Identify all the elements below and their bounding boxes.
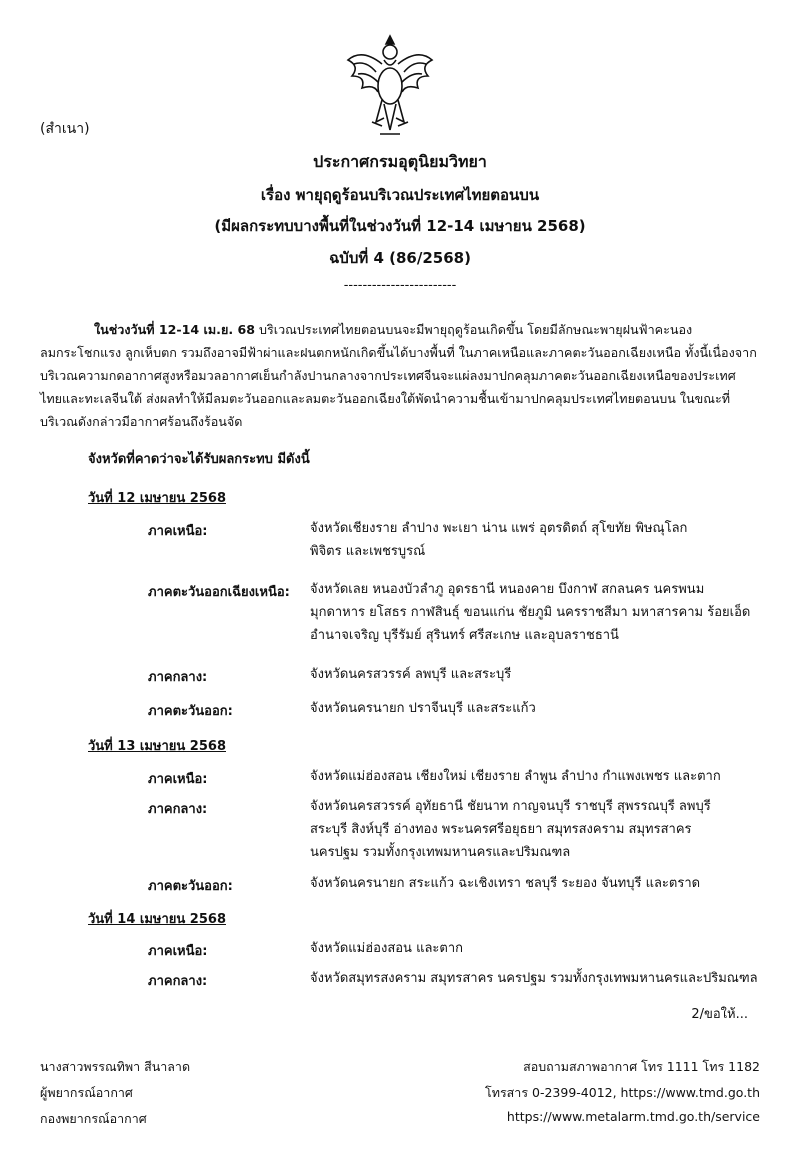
document-subject: เรื่อง พายุฤดูร้อนบริเวณประเทศไทยตอนบน xyxy=(260,186,540,204)
region-name: ภาคกลาง: xyxy=(148,670,208,685)
province-list: จังหวัดนครนายก ปราจีนบุรี และสระแก้ว xyxy=(310,701,536,716)
intro-line: ไทยและทะเลจีนใต้ ส่งผลทำให้มีลมตะวันออกและลมตะวันออกเฉียงใต้พัดนำความชื้นเข้ามาปกคลุมประเทศไทยตอนบน ในขณะที่ xyxy=(40,391,731,406)
region-name: ภาคเหนือ: xyxy=(148,944,208,959)
province-list: จังหวัดแม่ฮ่องสอน เชียงใหม่ เชียงราย ลำพูน ลำปาง กำแพงเพชร และตาก xyxy=(310,769,721,784)
officer-division: กองพยากรณ์อากาศ xyxy=(40,1111,147,1126)
region-name: ภาคเหนือ: xyxy=(148,524,208,539)
intro-line: ลมกระโชกแรง ลูกเห็บตก รวมถึงอาจมีฟ้าผ่าและฝนตกหนักเกิดขึ้นได้บางพื้นที่ ในภาคเหนือและภาคตะวันออกเฉียงเหนือ ทั้งนี้เนื่องจาก xyxy=(40,345,757,360)
region-name: ภาคเหนือ: xyxy=(148,772,208,787)
region-name: ภาคตะวันออก: xyxy=(148,879,233,894)
contact-service-link[interactable]: https://www.metalarm.tmd.go.th/service xyxy=(506,1109,760,1124)
region-name: ภาคตะวันออกเฉียงเหนือ: xyxy=(148,585,290,600)
affected-heading: จังหวัดที่คาดว่าจะได้รับผลกระทบ มีดังนี้ xyxy=(88,452,310,467)
province-list: จังหวัดเลย หนองบัวลำภู อุดรธานี หนองคาย บึงกาฬ สกลนคร นครพนม มุกดาหาร ยโสธร กาฬสินธุ์ ขอนแก่น ชัยภูมิ นครราชสีมา มหาสารคาม ร้อยเอ็ด อำนาจเจริญ บุรีรัมย์ สุรินทร์ ศรีสะเกษ และอุบลราชธานี xyxy=(310,582,751,643)
issue-number: ฉบับที่ 4 (86/2568) xyxy=(329,249,471,267)
province-list: จังหวัดนครสวรรค์ อุทัยธานี ชัยนาท กาญจนบุรี ราชบุรี สุพรรณบุรี ลพบุรี สระบุรี สิงห์บุรี อ่างทอง พระนครศรีอยุธยา สมุทรสงคราม สมุทรสาคร นครปฐม รวมทั้งกรุงเทพมหานครและปริมณฑล xyxy=(310,799,711,860)
region-name: ภาคกลาง: xyxy=(148,974,208,989)
intro-line: บริเวณความกดอากาศสูงหรือมวลอากาศเย็นกำลังปานกลางจากประเทศจีนจะแผ่ลงมาปกคลุมภาคตะวันออกเฉียงเหนือของประเทศ xyxy=(40,368,736,383)
intro-lead: ในช่วงวันที่ 12-14 เม.ย. 68 xyxy=(94,322,256,337)
region-name: ภาคตะวันออก: xyxy=(148,704,233,719)
page-continuation: 2/ขอให้... xyxy=(691,1007,748,1022)
intro-line: ในช่วงวันที่ 12-14 เม.ย. 68 บริเวณประเทศไทยตอนบนจะมีพายุฤดูร้อนเกิดขึ้น โดยมีลักษณะพายุฝนฟ้าคะนอง xyxy=(40,318,762,341)
intro-line: บริเวณดังกล่าวมีอากาศร้อนถึงร้อนจัด xyxy=(40,414,243,429)
province-list: จังหวัดนครสวรรค์ ลพบุรี และสระบุรี xyxy=(310,667,512,682)
day-heading: วันที่ 12 เมษายน 2568 xyxy=(88,491,226,506)
officer-name: นางสาวพรรณทิพา สีนาลาด xyxy=(40,1059,191,1074)
province-list: จังหวัดนครนายก สระแก้ว ฉะเชิงเทรา ชลบุรี ระยอง จันทบุรี และตราด xyxy=(310,876,701,891)
province-list: จังหวัดเชียงราย ลำปาง พะเยา น่าน แพร่ อุตรดิตถ์ สุโขทัย พิษณุโลก พิจิตร และเพชรบูรณ์ xyxy=(310,521,688,559)
title-divider: ------------------------ xyxy=(343,278,457,293)
province-list: จังหวัดแม่ฮ่องสอน และตาก xyxy=(310,941,464,956)
effect-period: (มีผลกระทบบางพื้นที่ในช่วงวันที่ 12-14 เมษายน 2568) xyxy=(214,217,586,235)
intro-paragraph xyxy=(40,318,762,433)
day-heading: วันที่ 13 เมษายน 2568 xyxy=(88,739,226,754)
contact-fax-website: โทรสาร 0-2399-4012, https://www.tmd.go.th xyxy=(485,1085,760,1100)
contact-phone: สอบถามสภาพอากาศ โทร 1111 โทร 1182 xyxy=(523,1059,760,1074)
document-title: ประกาศกรมอุตุนิยมวิทยา xyxy=(313,152,487,171)
officer-position: ผู้พยากรณ์อากาศ xyxy=(40,1085,133,1100)
garuda-emblem-icon xyxy=(342,30,438,140)
copy-tag: (สำเนา) xyxy=(40,121,90,137)
region-name: ภาคกลาง: xyxy=(148,802,208,817)
day-heading: วันที่ 14 เมษายน 2568 xyxy=(88,912,226,927)
province-list: จังหวัดสมุทรสงคราม สมุทรสาคร นครปฐม รวมทั้งกรุงเทพมหานครและปริมณฑล xyxy=(310,971,758,986)
